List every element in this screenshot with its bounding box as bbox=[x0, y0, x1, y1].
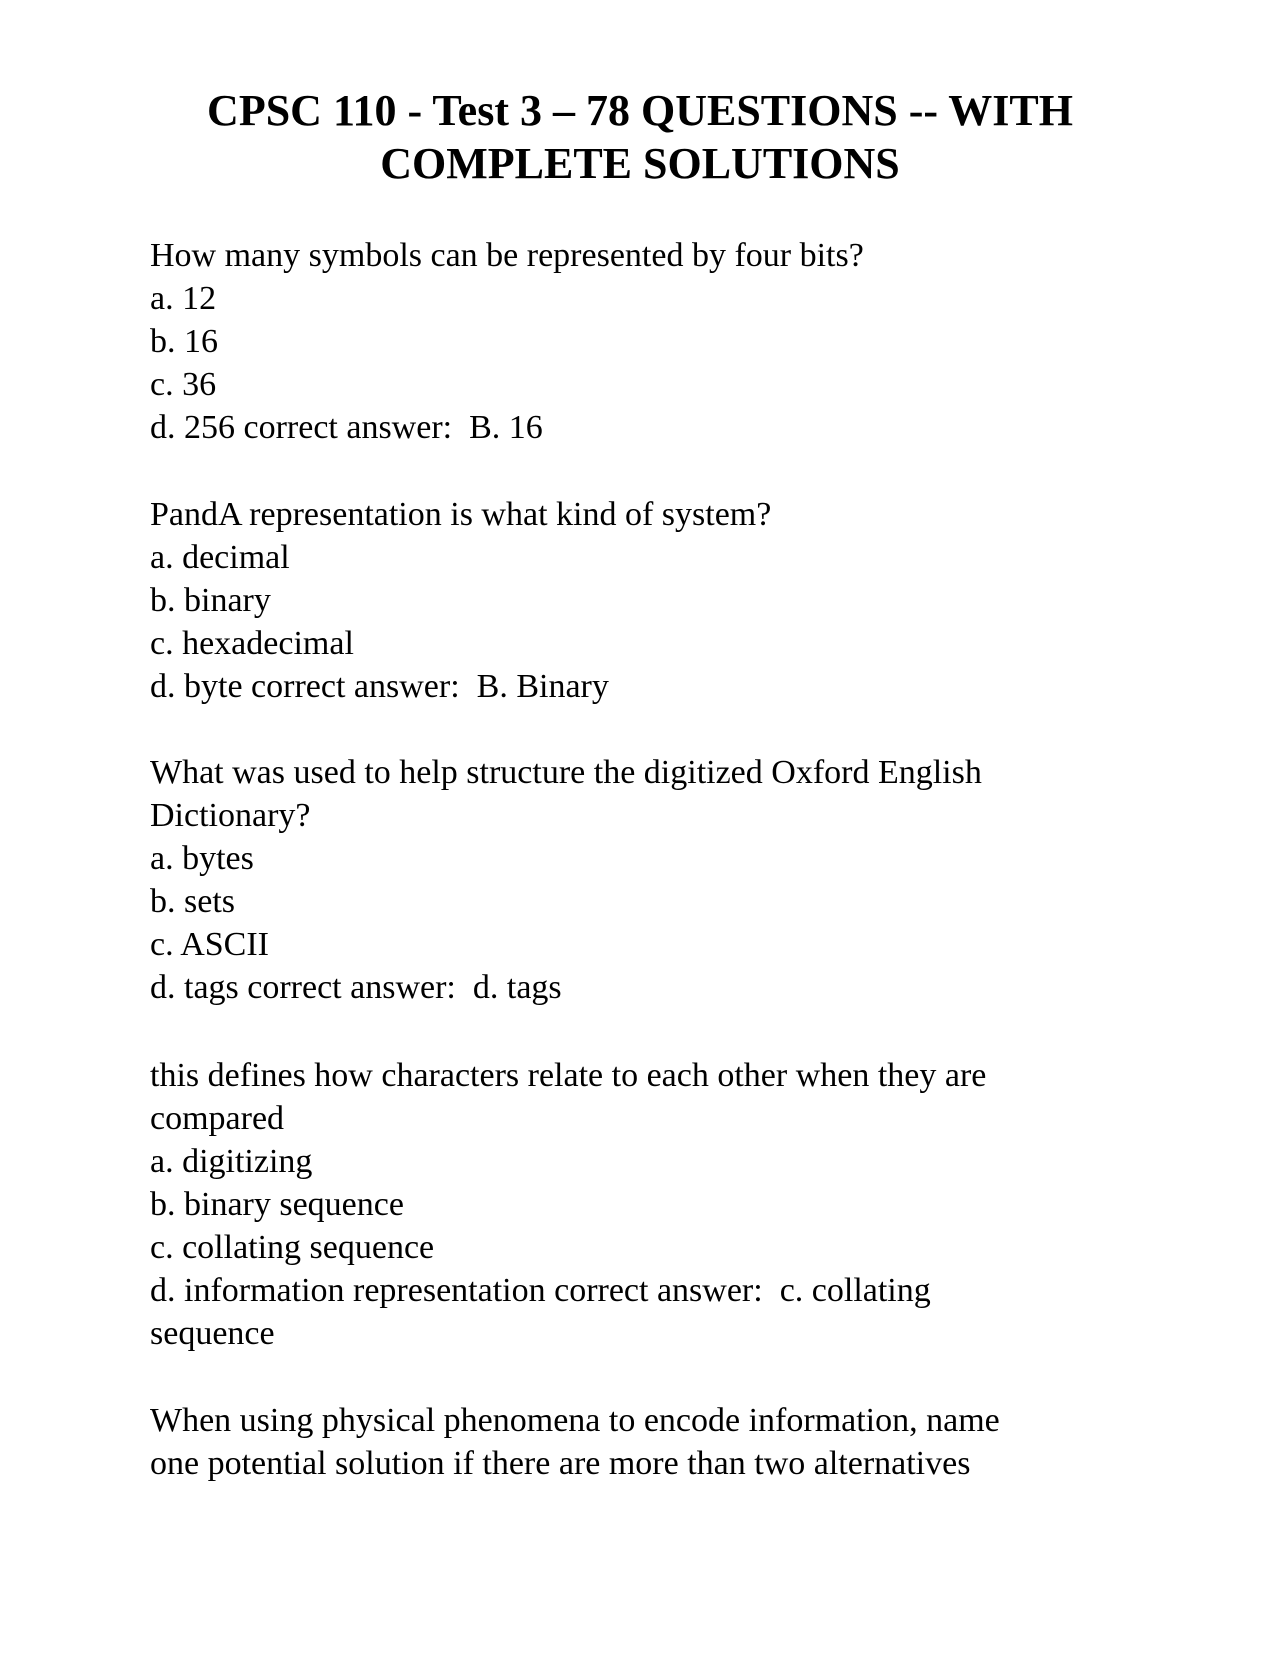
option-d-with-answer: sequence bbox=[150, 1315, 275, 1352]
option-d-with-answer: d. byte correct answer: B. Binary bbox=[150, 668, 609, 705]
option-a: a. decimal bbox=[150, 539, 290, 576]
question-1 bbox=[150, 234, 1110, 449]
option-a: a. bytes bbox=[150, 840, 254, 877]
option-d-with-answer: d. 256 correct answer: B. 16 bbox=[150, 409, 543, 446]
option-c: c. hexadecimal bbox=[150, 625, 354, 662]
option-b: b. binary sequence bbox=[150, 1186, 404, 1223]
option-b: b. 16 bbox=[150, 323, 218, 360]
question-text: PandA representation is what kind of system? bbox=[150, 496, 772, 533]
question-text: Dictionary? bbox=[150, 797, 311, 834]
document-title bbox=[150, 84, 1130, 190]
question-text: one potential solution if there are more than two alternatives bbox=[150, 1445, 971, 1482]
title-line: COMPLETE SOLUTIONS bbox=[380, 139, 900, 188]
question-text: this defines how characters relate to each other when they are bbox=[150, 1057, 987, 1094]
question-text: compared bbox=[150, 1100, 285, 1137]
option-c: c. 36 bbox=[150, 366, 217, 403]
question-3 bbox=[150, 751, 1110, 1009]
option-b: b. binary bbox=[150, 582, 271, 619]
question-5 bbox=[150, 1399, 1110, 1485]
question-2 bbox=[150, 493, 1110, 708]
question-text: How many symbols can be represented by four bits? bbox=[150, 237, 864, 274]
question-4 bbox=[150, 1054, 1110, 1355]
option-d-with-answer: d. tags correct answer: d. tags bbox=[150, 969, 562, 1006]
option-b: b. sets bbox=[150, 883, 235, 920]
option-d-with-answer: d. information representation correct answer: c. collating bbox=[150, 1272, 931, 1309]
question-text: What was used to help structure the digitized Oxford English bbox=[150, 754, 982, 791]
option-a: a. 12 bbox=[150, 280, 217, 317]
option-c: c. ASCII bbox=[150, 926, 269, 963]
option-a: a. digitizing bbox=[150, 1143, 313, 1180]
title-line: CPSC 110 - Test 3 – 78 QUESTIONS -- WITH bbox=[207, 86, 1073, 135]
question-text: When using physical phenomena to encode information, name bbox=[150, 1402, 1000, 1439]
option-c: c. collating sequence bbox=[150, 1229, 435, 1266]
